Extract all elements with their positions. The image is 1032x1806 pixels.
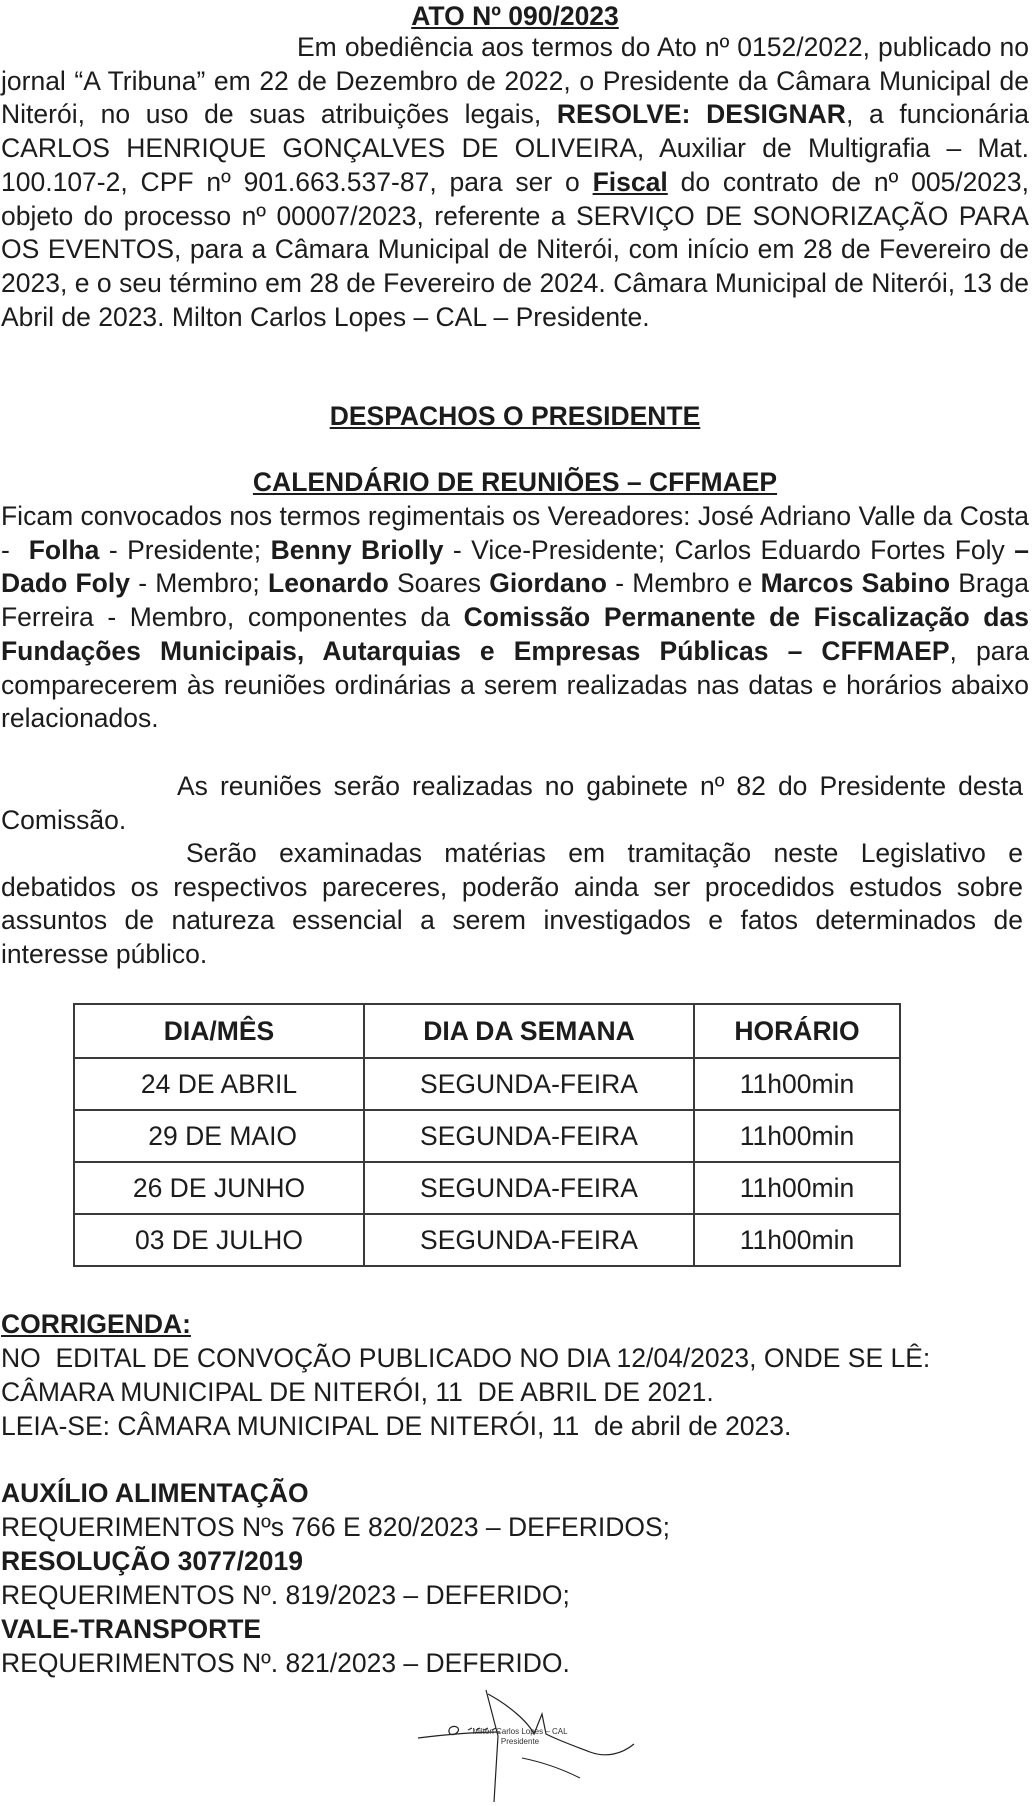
materias-paragraph: Serão examinadas matérias em tramitação neste Legislativo e debatidos os respectivos pareceres, poderão ainda ser procedidos estudos sobre assuntos de natureza essencial a serem investigados e fatos determinados de interesse público. [1, 838, 1023, 970]
vale-transporte-heading [1, 1613, 1029, 1647]
table-row [74, 1162, 900, 1214]
cell-time: 11h00min [694, 1110, 900, 1162]
auxilio-alimentacao-title: AUXÍLIO ALIMENTAÇÃO [1, 1478, 309, 1508]
cell-weekday: SEGUNDA-FEIRA [364, 1214, 694, 1266]
conv-text-1: Ficam convocados nos termos regimentais os Vereadores: José Adriano Valle da Costa - [1, 501, 1029, 565]
calendario-title: CALENDÁRIO DE REUNIÕES – CFFMAEP [252, 467, 778, 497]
table-row [74, 1214, 900, 1266]
signature [410, 1682, 640, 1806]
conv-bold-4: Leonardo [268, 568, 389, 599]
table-row [74, 1058, 900, 1110]
conv-text-4: - Membro; [138, 568, 260, 599]
resolucao-title: RESOLUÇÃO 3077/2019 [1, 1546, 303, 1576]
conv-bold-5: Giordano [489, 568, 607, 599]
auxilio-requerimentos: REQUERIMENTOS Nºs 766 E 820/2023 – DEFERIDOS; [1, 1512, 670, 1542]
convocacao-paragraph [1, 500, 1029, 736]
header-horario: HORÁRIO [694, 1004, 900, 1058]
cell-date: 26 DE JUNHO [74, 1162, 364, 1214]
vale-transporte-title: VALE-TRANSPORTE [1, 1614, 262, 1644]
cell-weekday: SEGUNDA-FEIRA [364, 1058, 694, 1110]
conv-text-6: - Membro e [615, 568, 753, 599]
corrigenda-line-1: NO EDITAL DE CONVOÇÃO PUBLICADO NO DIA 12/04/2023, ONDE SE LÊ: [1, 1343, 931, 1373]
corrigenda-title [1, 1308, 1029, 1342]
conv-text-5: Soares [397, 568, 481, 599]
cell-date: 03 DE JULHO [74, 1214, 364, 1266]
signature-stroke [449, 1726, 458, 1734]
signature-stroke [522, 1758, 580, 1778]
conv-text-7: Braga Ferreira - Membro, componentes da [1, 568, 1029, 633]
cell-weekday: SEGUNDA-FEIRA [364, 1162, 694, 1214]
conv-bold-6: Marcos Sabino [760, 568, 951, 599]
conv-bold-7: Comissão Permanente de Fiscalização das Fundações Municipais, Autarquias e Empresas Públicas – CFFMAEP [1, 602, 1029, 666]
corrigenda-heading: CORRIGENDA: [1, 1309, 191, 1339]
resolucao-requerimentos: REQUERIMENTOS Nº. 819/2023 – DEFERIDO; [1, 1580, 570, 1610]
cell-time: 11h00min [694, 1162, 900, 1214]
ato-title: ATO Nº 090/2023 [411, 1, 619, 31]
ato-body [1, 31, 1029, 334]
vale-transporte-requerimentos: REQUERIMENTOS Nº. 821/2023 – DEFERIDO. [1, 1648, 570, 1678]
meeting-schedule-table [73, 1003, 901, 1267]
ato-resolve: RESOLVE: DESIGNAR [556, 99, 846, 130]
conv-bold-1: Folha [28, 534, 100, 565]
signature-name: Milton Carlos Lopes – CAL [472, 1727, 568, 1736]
ato-text-3: do contrato de nº 005/2023, objeto do processo nº 00007/2023, referente a SERVIÇO DE SONORIZAÇÃO PARA OS EVENTOS, para a Câmara Municipal de Niterói, com início em 28 de Fevereiro de 2023, e o seu término em 28 de Fevereiro de 2024. Câmara Municipal de Niterói, 13 de Abril de 2023. Milton Carlos Lopes – CAL – Presidente. [1, 166, 1029, 332]
signature-role: Presidente [500, 1737, 540, 1746]
conv-text-8: , para comparecerem às reuniões ordinárias a serem realizadas nas datas e horários abaixo relacionados. [1, 635, 1030, 734]
cell-time: 11h00min [694, 1058, 900, 1110]
ato-text-2: , a funcionária CARLOS HENRIQUE GONÇALVES DE OLIVEIRA, Auxiliar de Multigrafia – Mat. 100.107-2, CPF nº 901.663.537-87, para ser o [1, 99, 1029, 197]
table-header-row [74, 1004, 900, 1058]
signature-stroke [486, 1690, 498, 1802]
conv-bold-2: Benny Briolly [270, 534, 444, 565]
cell-date: 29 DE MAIO [74, 1110, 364, 1162]
corrigenda-line-2: CÂMARA MUNICIPAL DE NITERÓI, 11 DE ABRIL DE 2021. [1, 1377, 714, 1407]
header-dia-mes: DIA/MÊS [74, 1004, 364, 1058]
cell-date: 24 DE ABRIL [74, 1058, 364, 1110]
despachos-title: DESPACHOS O PRESIDENTE [329, 401, 701, 431]
ato-text-1: Em obediência aos termos do Ato nº 0152/2022, publicado no jornal “A Tribuna” em 22 de Dezembro de 2022, o Presidente da Câmara Municipal de Niterói, no uso de suas atribuições legais, [1, 32, 1029, 130]
conv-bold-3: – Dado Foly [1, 534, 1029, 599]
corrigenda-line-3: LEIA-SE: CÂMARA MUNICIPAL DE NITERÓI, 11 de abril de 2023. [1, 1411, 792, 1441]
ato-fiscal: Fiscal [592, 166, 668, 197]
resolucao-heading [1, 1545, 1029, 1579]
table-row [74, 1110, 900, 1162]
auxilio-heading [1, 1477, 1029, 1511]
cell-weekday: SEGUNDA-FEIRA [364, 1110, 694, 1162]
conv-text-3: - Vice-Presidente; Carlos Eduardo Fortes Foly [452, 534, 1005, 565]
header-dia-semana: DIA DA SEMANA [364, 1004, 694, 1058]
conv-text-2: - Presidente; [108, 534, 262, 565]
gabinete-paragraph: As reuniões serão realizadas no gabinete nº 82 do Presidente desta Comissão. [1, 771, 1023, 835]
cell-time: 11h00min [694, 1214, 900, 1266]
